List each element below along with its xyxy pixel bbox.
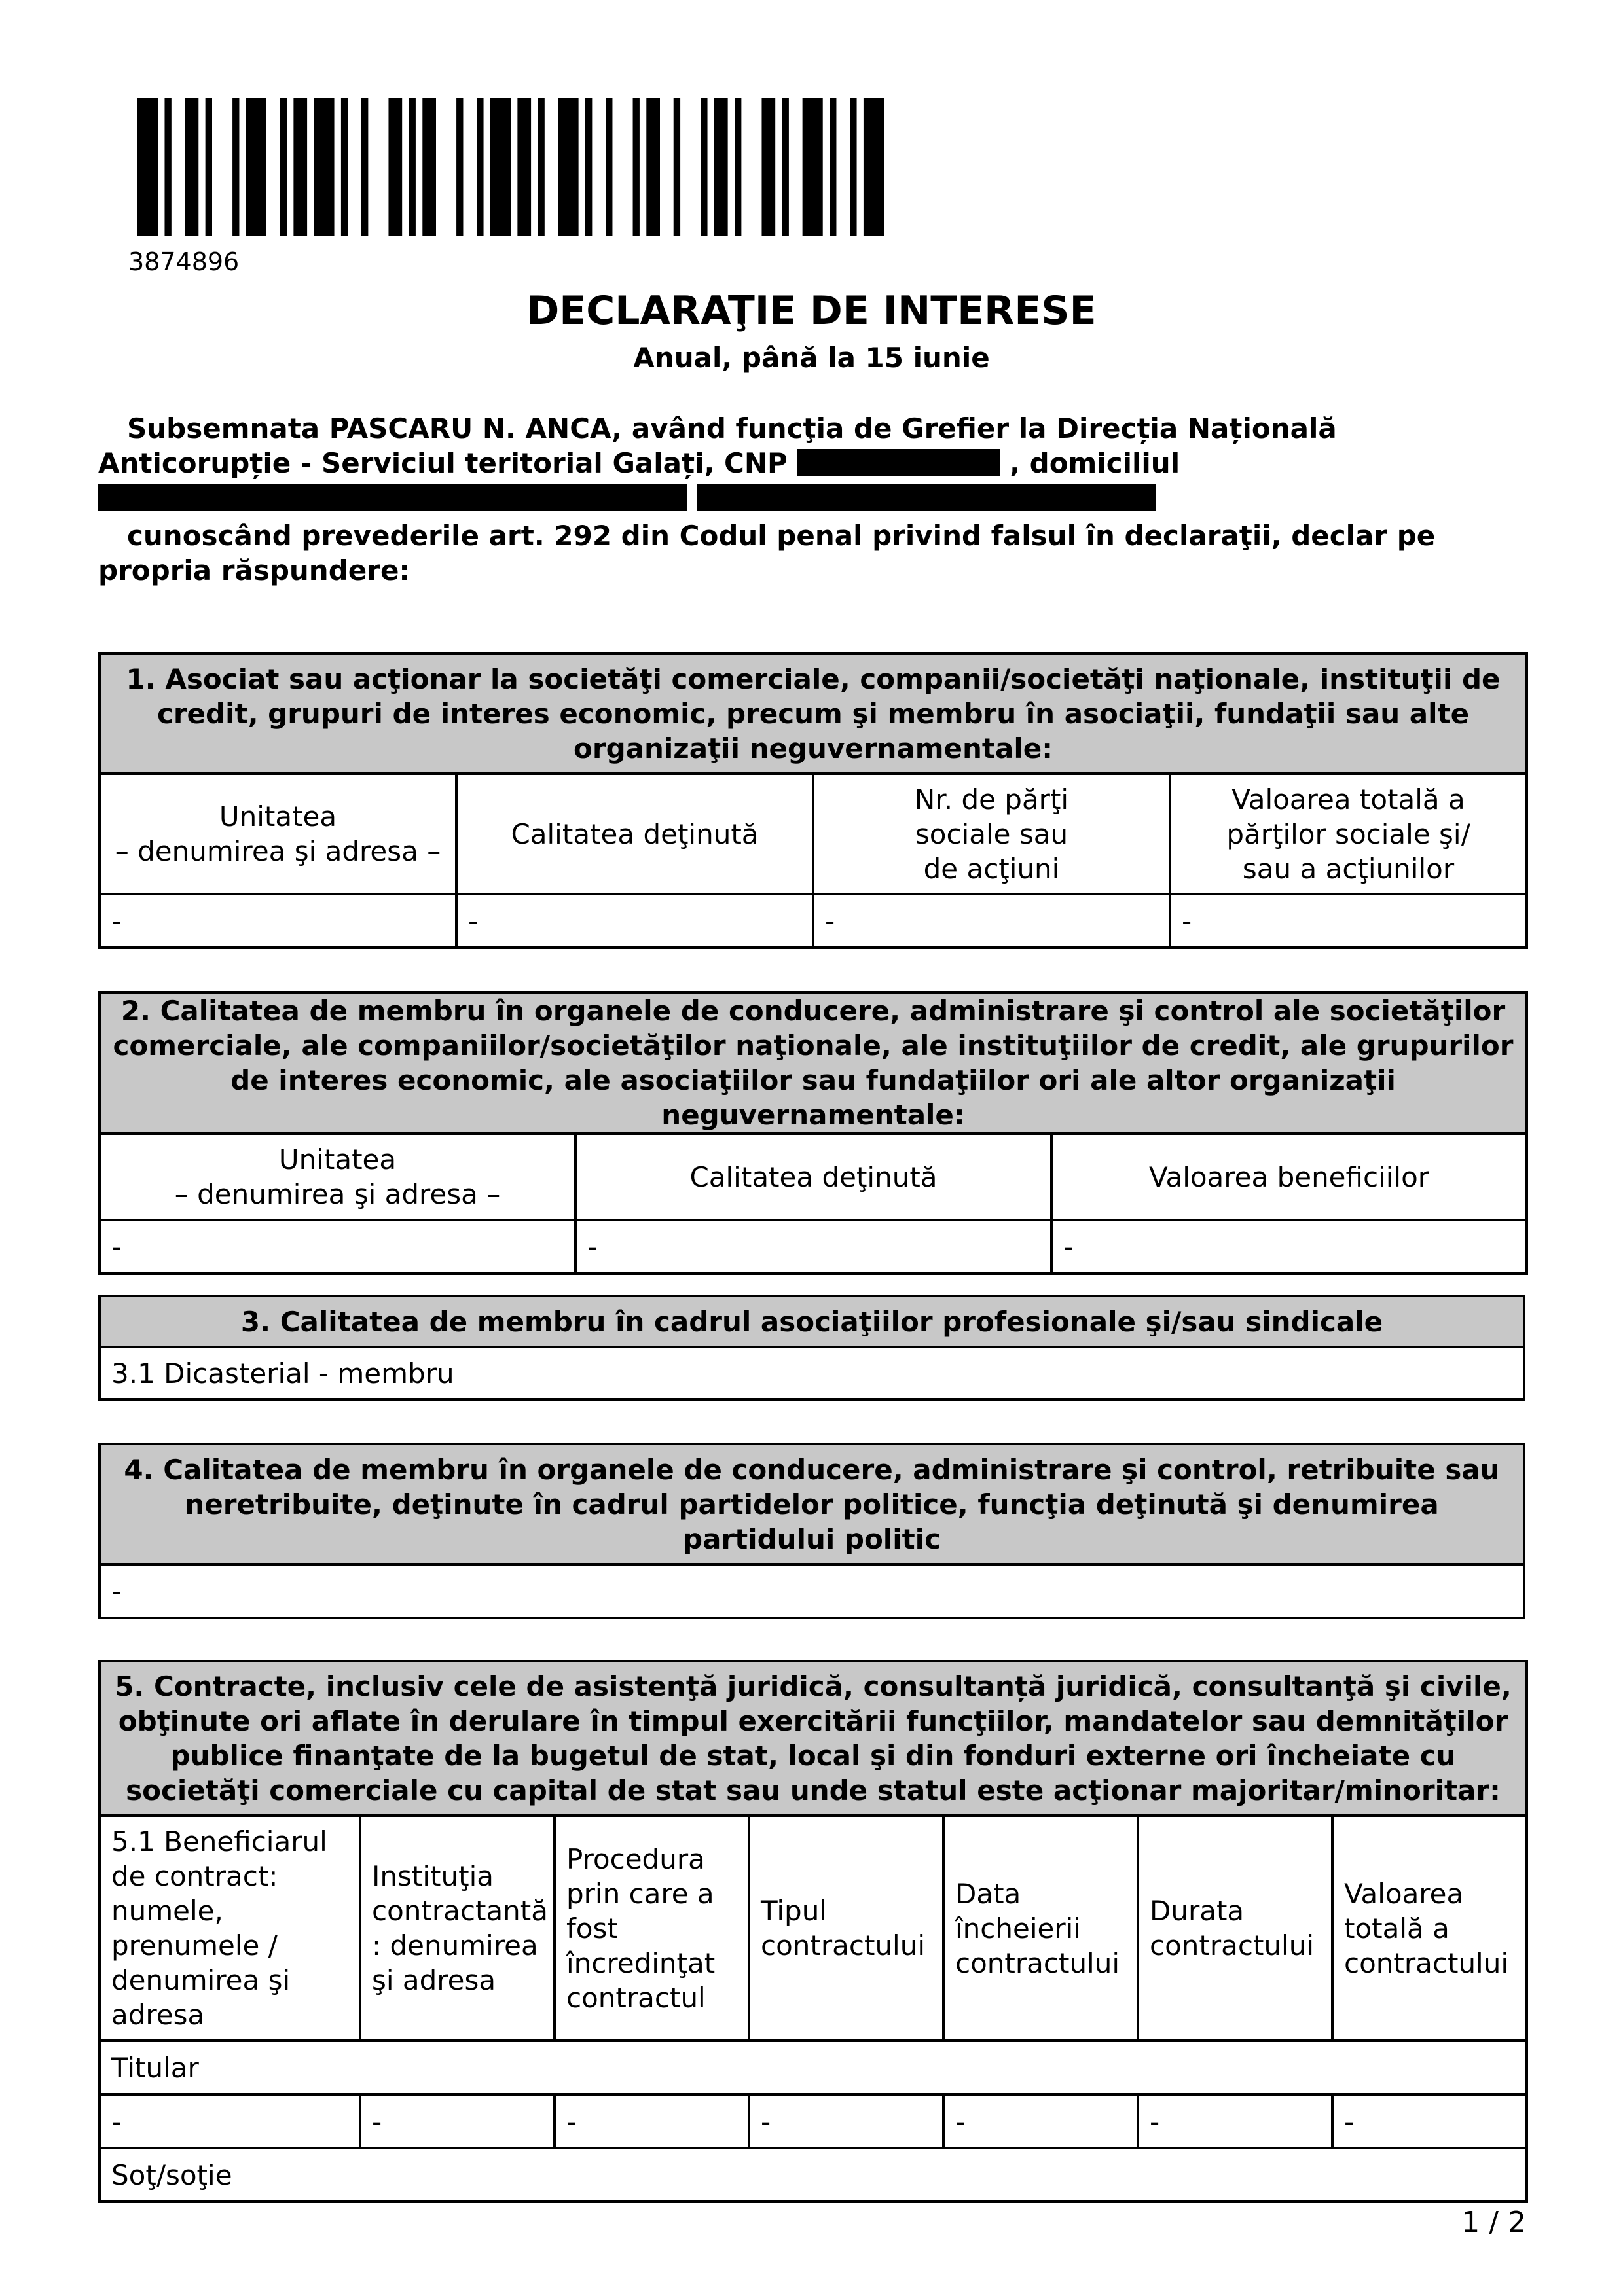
section-2-col-benefits — [1051, 1134, 1527, 1220]
table-cell: - — [555, 2094, 749, 2148]
col-quality-line-1: Calitatea deţinută — [511, 817, 759, 850]
table-cell: - — [100, 1564, 1524, 1618]
table-cell: - — [1170, 894, 1527, 948]
table-cell: - — [100, 1220, 575, 1274]
titular-label: Titular — [100, 2041, 1527, 2094]
barcode-bar — [558, 98, 579, 236]
section-5-col-date: Data încheierii contractului — [943, 1816, 1138, 2041]
barcode-bar — [341, 98, 348, 236]
barcode-bar — [850, 98, 856, 236]
section-2-col-quality — [575, 1134, 1051, 1220]
section-1-title: 1. Asociat sau acţionar la societăţi comerciale, companii/societăţi naţionale, instituţii de credit, grupuri de interes economic, precum şi membru în asociaţii, fundaţii sau alte organizaţii neguvernamentale: — [100, 653, 1527, 774]
col-value-line-1: Valoarea totală a — [1231, 783, 1465, 816]
barcode-bar — [456, 98, 463, 236]
section-2-col-unit — [100, 1134, 575, 1220]
section-5-col-procedure: Procedura prin care a fost încredinţat contractul — [555, 1816, 749, 2041]
barcode-number: 3874896 — [128, 247, 240, 276]
barcode-bar — [633, 98, 640, 236]
col-shares-line-1: Nr. de părţi — [914, 783, 1069, 816]
section-5-col-beneficiary: 5.1 Beneficiarul de contract: numele, prenumele / denumirea şi adresa — [100, 1816, 360, 2041]
table-cell: - — [100, 2094, 360, 2148]
col-unit-line-1: Unitatea — [278, 1143, 397, 1175]
section-4-title: 4. Calitatea de membru în organele de conducere, administrare şi control, retribuite sau neretribuite, deţinute în cadrul partidelor politice, funcţia deţinută şi denumirea partidului politic — [100, 1444, 1524, 1564]
barcode-bar — [490, 98, 511, 236]
barcode-bar — [280, 98, 287, 236]
barcode-bar — [735, 98, 741, 236]
domicile-label: , domiciliul — [1010, 447, 1180, 479]
col-quality-line-1: Calitatea deţinută — [689, 1160, 938, 1193]
barcode-bar — [701, 98, 707, 236]
barcode-bar — [714, 98, 728, 236]
declaration-statement: cunoscând prevederile art. 292 din Codul penal privind falsul în declaraţii, declar pe propria răspundere: — [98, 520, 1436, 586]
section-4-table — [98, 1443, 1525, 1619]
barcode — [137, 98, 884, 236]
redacted-address — [98, 484, 687, 511]
table-cell: - — [1051, 1220, 1527, 1274]
barcode-bar — [232, 98, 239, 236]
barcode-bar — [538, 98, 544, 236]
document-title: DECLARAŢIE DE INTERESE — [526, 288, 1097, 334]
col-benefits-line-1: Valoarea beneficiilor — [1148, 1160, 1430, 1193]
section-1-table — [98, 652, 1528, 949]
table-cell: 3.1 Dicasterial - membru — [100, 1347, 1524, 1399]
barcode-bar — [293, 98, 307, 236]
section-1-col-shares — [813, 774, 1170, 894]
declarant-paragraph — [98, 411, 1525, 515]
barcode-bar — [206, 98, 212, 236]
section-1-col-quality — [456, 774, 813, 894]
barcode-bar — [164, 98, 171, 236]
barcode-bar — [477, 98, 483, 236]
barcode-bar — [517, 98, 531, 236]
col-value-line-3: sau a acţiunilor — [1242, 852, 1455, 885]
table-cell: - — [575, 1220, 1051, 1274]
barcode-bar — [674, 98, 680, 236]
section-2-title: 2. Calitatea de membru în organele de conducere, administrare şi control ale societăţilor comerciale, ale companiilor/societăţilor naţionale, ale instituţiilor de credit, ale grupurilor de interes economic, ale asociaţiilor sau fundaţiilor ori ale altor organizaţii neguvernamentale: — [100, 992, 1527, 1134]
col-shares-line-3: de acţiuni — [923, 852, 1060, 885]
table-cell: - — [813, 894, 1170, 948]
col-value-line-2: părţilor sociale şi/ — [1226, 817, 1470, 850]
col-unit-line-1: Unitatea — [219, 800, 337, 833]
section-5-title: 5. Contracte, inclusiv cele de asistenţă juridică, consultanță juridică, consultanţă şi civile, obţinute ori aflate în derulare în timpul exercitării funcţiilor, mandatelor sau demnităţilor publice finanţate de la bugetul de stat, local şi din fonduri externe ori încheiate cu societăţi comerciale cu capital de stat sau unde statul este acţionar majoritar/minoritar: — [100, 1661, 1527, 1816]
table-cell: - — [360, 2094, 555, 2148]
section-1-col-unit — [100, 774, 456, 894]
barcode-bar — [646, 98, 660, 236]
barcode-bar — [185, 98, 199, 236]
section-3-table — [98, 1295, 1525, 1401]
table-cell: - — [456, 894, 813, 948]
barcode-bar — [606, 98, 612, 236]
section-5-col-value: Valoarea totală a contractului — [1332, 1816, 1527, 2041]
barcode-bar — [864, 98, 884, 236]
table-cell: - — [749, 2094, 943, 2148]
barcode-bar — [422, 98, 436, 236]
table-cell: - — [1138, 2094, 1332, 2148]
spouse-label: Soţ/soţie — [100, 2148, 1527, 2202]
barcode-bar — [388, 98, 402, 236]
barcode-bar — [803, 98, 823, 236]
section-2-table — [98, 991, 1528, 1275]
redacted-address-continued — [697, 484, 1156, 511]
table-cell: - — [1332, 2094, 1527, 2148]
barcode-bar — [585, 98, 592, 236]
table-cell: - — [100, 894, 456, 948]
barcode-bar — [782, 98, 789, 236]
section-5-col-type: Tipul contractului — [749, 1816, 943, 2041]
barcode-bar — [137, 98, 158, 236]
barcode-bar — [361, 98, 368, 236]
col-unit-line-2: – denumirea şi adresa – — [174, 1178, 501, 1210]
section-1-col-value — [1170, 774, 1527, 894]
section-5-col-duration: Durata contractului — [1138, 1816, 1332, 2041]
col-unit-line-2: – denumirea şi adresa – — [115, 835, 441, 867]
section-3-title: 3. Calitatea de membru în cadrul asociaţiilor profesionale şi/sau sindicale — [100, 1296, 1524, 1347]
section-5-table — [98, 1660, 1528, 2203]
barcode-bar — [761, 98, 775, 236]
barcode-bar — [246, 98, 266, 236]
barcode-bar — [409, 98, 416, 236]
redacted-cnp — [797, 449, 1000, 476]
page-number: 1 / 2 — [1461, 2206, 1526, 2239]
barcode-bar — [830, 98, 836, 236]
col-shares-line-2: sociale sau — [915, 817, 1068, 850]
barcode-bar — [314, 98, 334, 236]
document-subtitle: Anual, până la 15 iunie — [633, 342, 990, 374]
section-5-col-institution: Instituţia contractantă : denumirea şi adresa — [360, 1816, 555, 2041]
declarant-text: Subsemnata PASCARU N. ANCA, având funcţia de Grefier la Direcția Națională Anticorupție - Serviciul teritorial Galați, CNP — [98, 412, 1337, 479]
table-cell: - — [943, 2094, 1138, 2148]
